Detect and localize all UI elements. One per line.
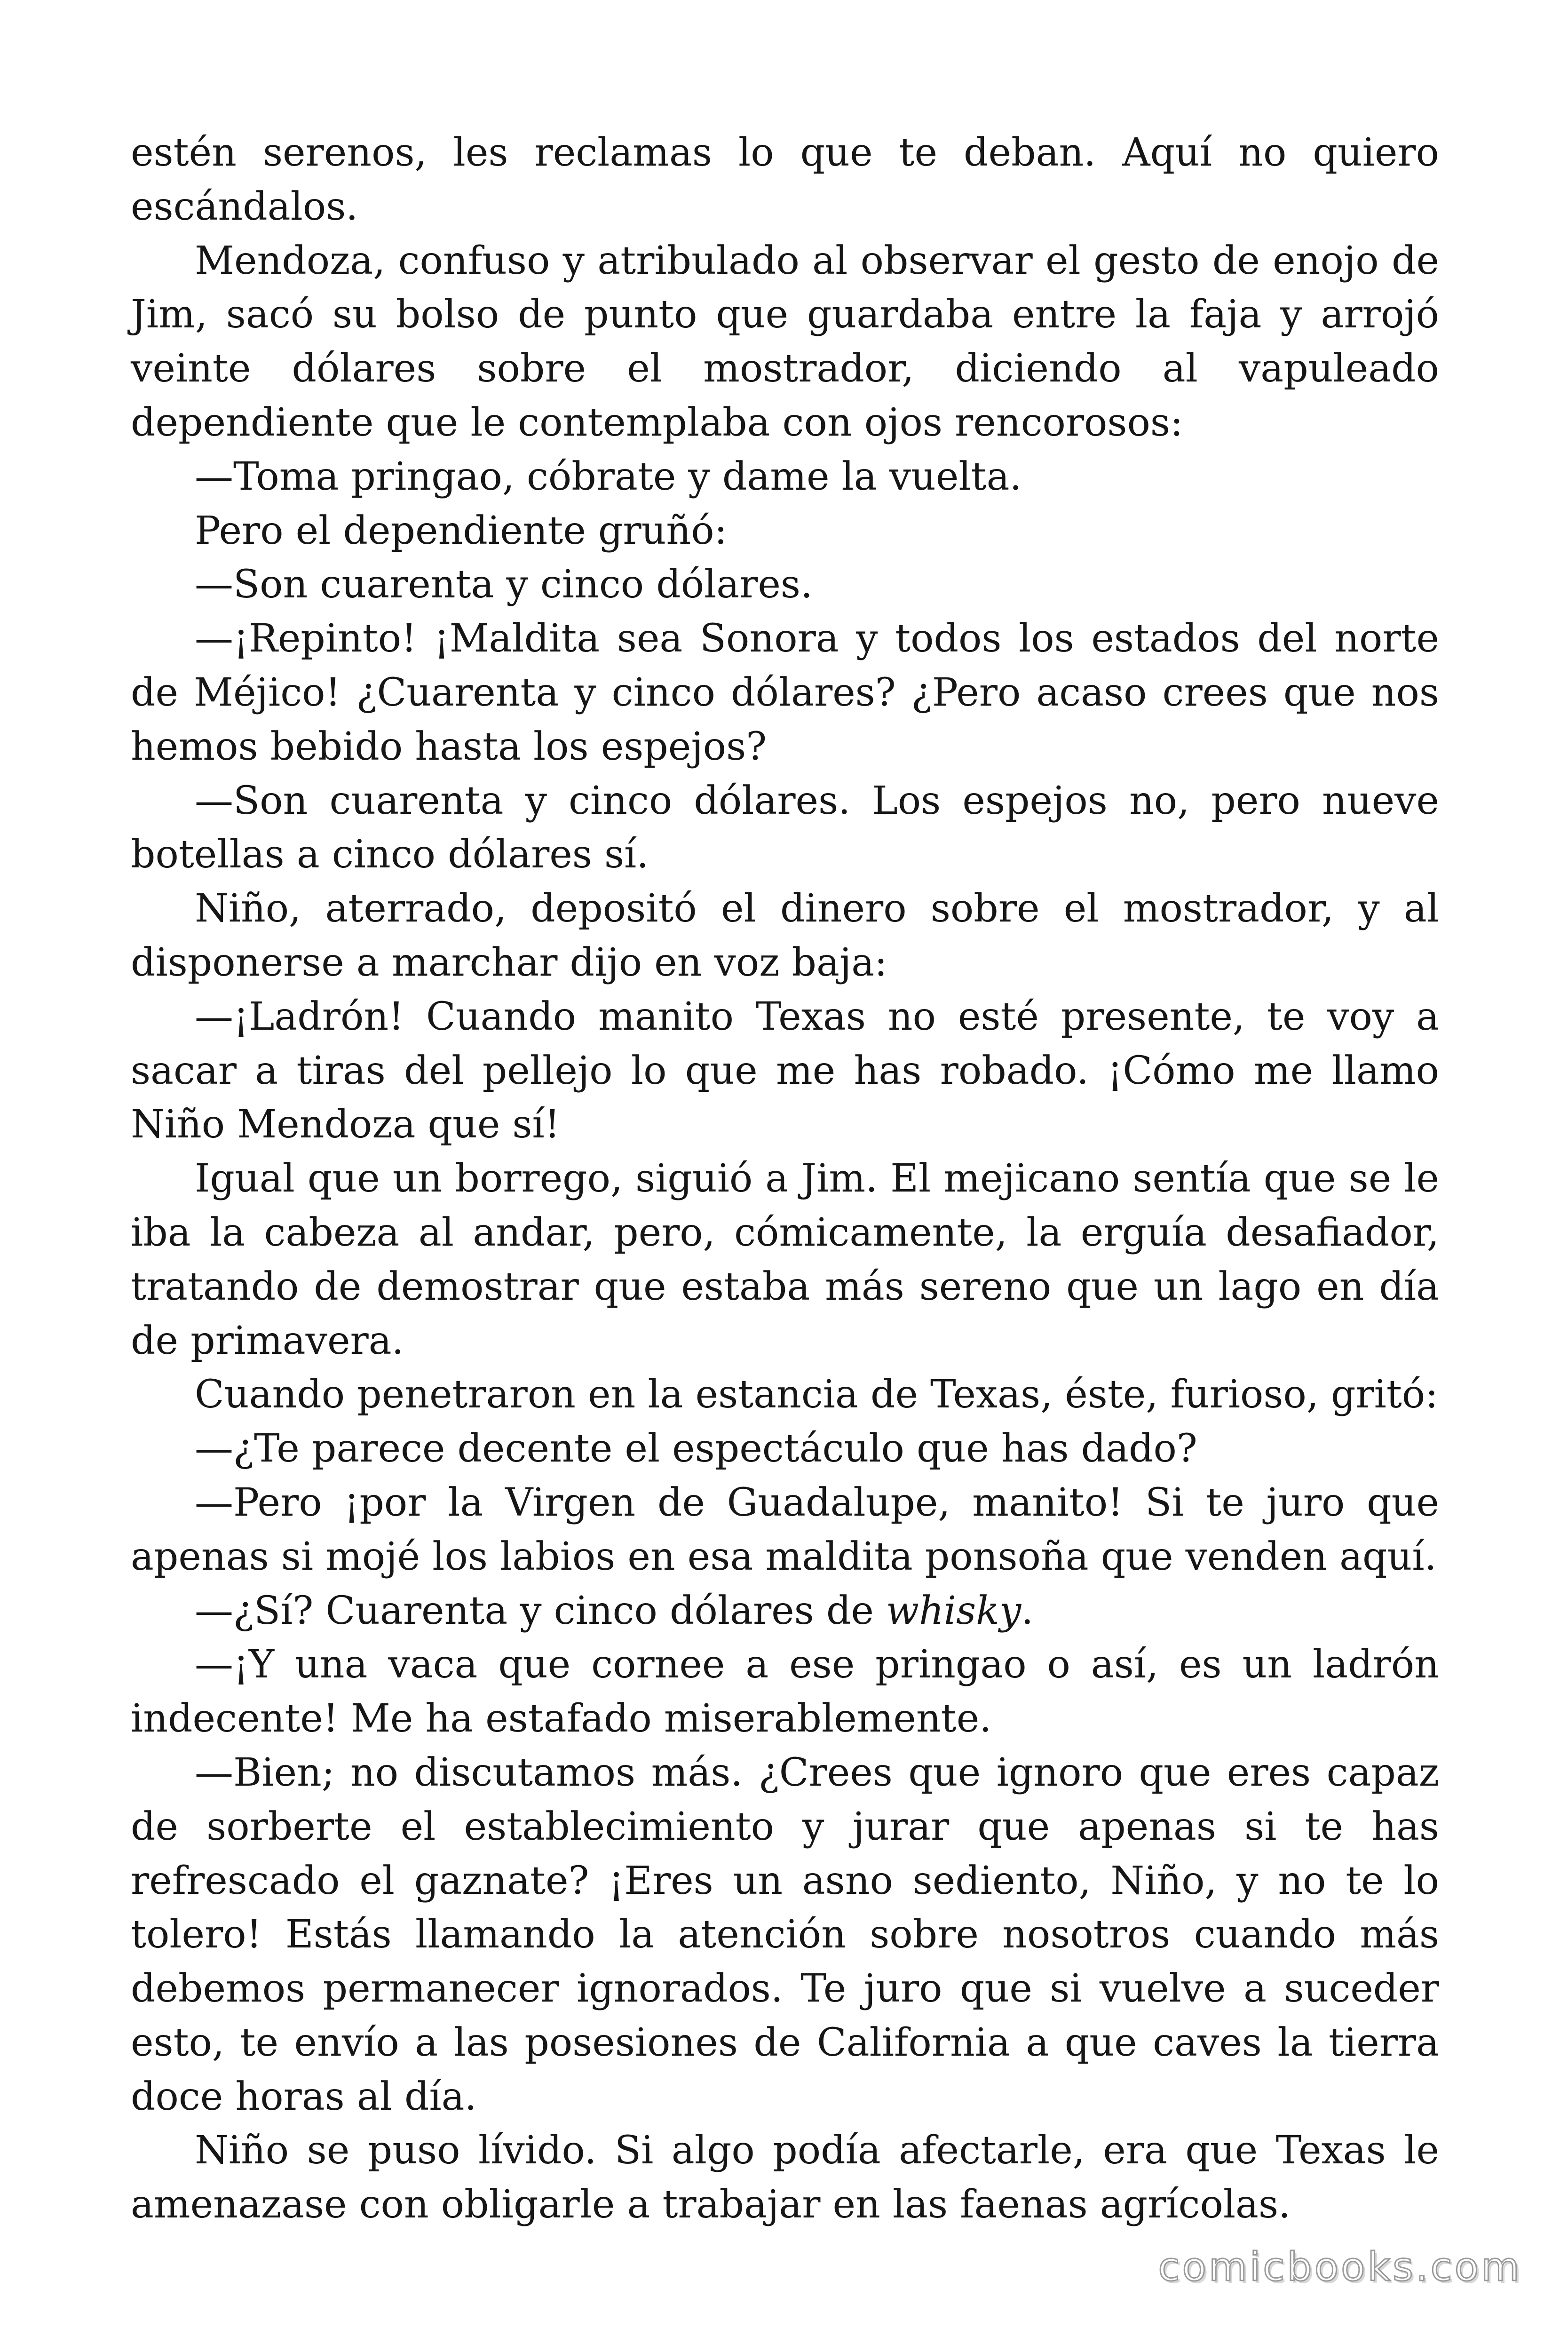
paragraph-narration: Igual que un borrego, siguió a Jim. El mejicano sentía que se le iba la cabeza al andar, pero, cómicamente, la erguía desafiador, tratando de demostrar que estaba más sereno que un lago en día de primavera. <box>131 1156 1439 1363</box>
body-text <box>131 126 1439 2232</box>
paragraph-narration: Niño, aterrado, depositó el dinero sobre el mostrador, y al disponerse a marchar dijo en voz baja: <box>131 886 1439 985</box>
italic-word: whisky <box>886 1588 1022 1633</box>
paragraph-dialogue: —Pero ¡por la Virgen de Guadalupe, manito! Si te juro que apenas si mojé los labios en esa maldita ponsoña que venden aquí. <box>131 1480 1439 1579</box>
paragraph-narration: Niño se puso lívido. Si algo podía afectarle, era que Texas le amenazase con obligarle a trabajar en las faenas agrícolas. <box>131 2128 1439 2227</box>
paragraph-text: . <box>1021 1588 1034 1633</box>
paragraph-dialogue: —Son cuarenta y cinco dólares. <box>195 562 813 607</box>
paragraph-narration: Cuando penetraron en la estancia de Texas, éste, furioso, gritó: <box>195 1372 1438 1417</box>
paragraph-dialogue: —Son cuarenta y cinco dólares. Los espejos no, pero nueve botellas a cinco dólares sí. <box>131 778 1439 877</box>
paragraph-dialogue: —¡Repinto! ¡Maldita sea Sonora y todos los estados del norte de Méjico! ¿Cuarenta y cinco dólares? ¿Pero acaso crees que nos hemos bebido hasta los espejos? <box>131 616 1439 769</box>
paragraph-continuation: estén serenos, les reclamas lo que te deban. Aquí no quiero escándalos. <box>131 130 1439 229</box>
paragraph-narration: Pero el dependiente gruñó: <box>195 508 728 553</box>
paragraph-dialogue: —¡Y una vaca que cornee a ese pringao o así, es un ladrón indecente! Me ha estafado miserablemente. <box>131 1642 1439 1741</box>
watermark-logo: comicbooks.com <box>1158 2244 1522 2290</box>
paragraph-dialogue: —¿Te parece decente el espectáculo que has dado? <box>195 1426 1197 1471</box>
paragraph-dialogue: —Bien; no discutamos más. ¿Crees que ignoro que eres capaz de sorberte el establecimiento y jurar que apenas si te has refrescado el gaznate? ¡Eres un asno sediento, Niño, y no te lo tolero! Estás llamando la atención sobre nosotros cuando más debemos permanecer ignorados. Te juro que si vuelve a suceder esto, te envío a las posesiones de California a que caves la tierra doce horas al día. <box>131 1750 1439 2119</box>
paragraph-dialogue: —Toma pringao, cóbrate y dame la vuelta. <box>195 454 1022 499</box>
paragraph-narration: Mendoza, confuso y atribulado al observar el gesto de enojo de Jim, sacó su bolso de punto que guardaba entre la faja y arrojó veinte dólares sobre el mostrador, diciendo al vapuleado dependiente que le contemplaba con ojos rencorosos: <box>131 238 1439 445</box>
paragraph-dialogue: —¡Ladrón! Cuando manito Texas no esté presente, te voy a sacar a tiras del pellejo lo que me has robado. ¡Cómo me llamo Niño Mendoza que sí! <box>131 994 1439 1147</box>
paragraph-dialogue-whisky <box>131 1584 1439 1638</box>
paragraph-text: —¿Sí? Cuarenta y cinco dólares de <box>195 1588 886 1633</box>
